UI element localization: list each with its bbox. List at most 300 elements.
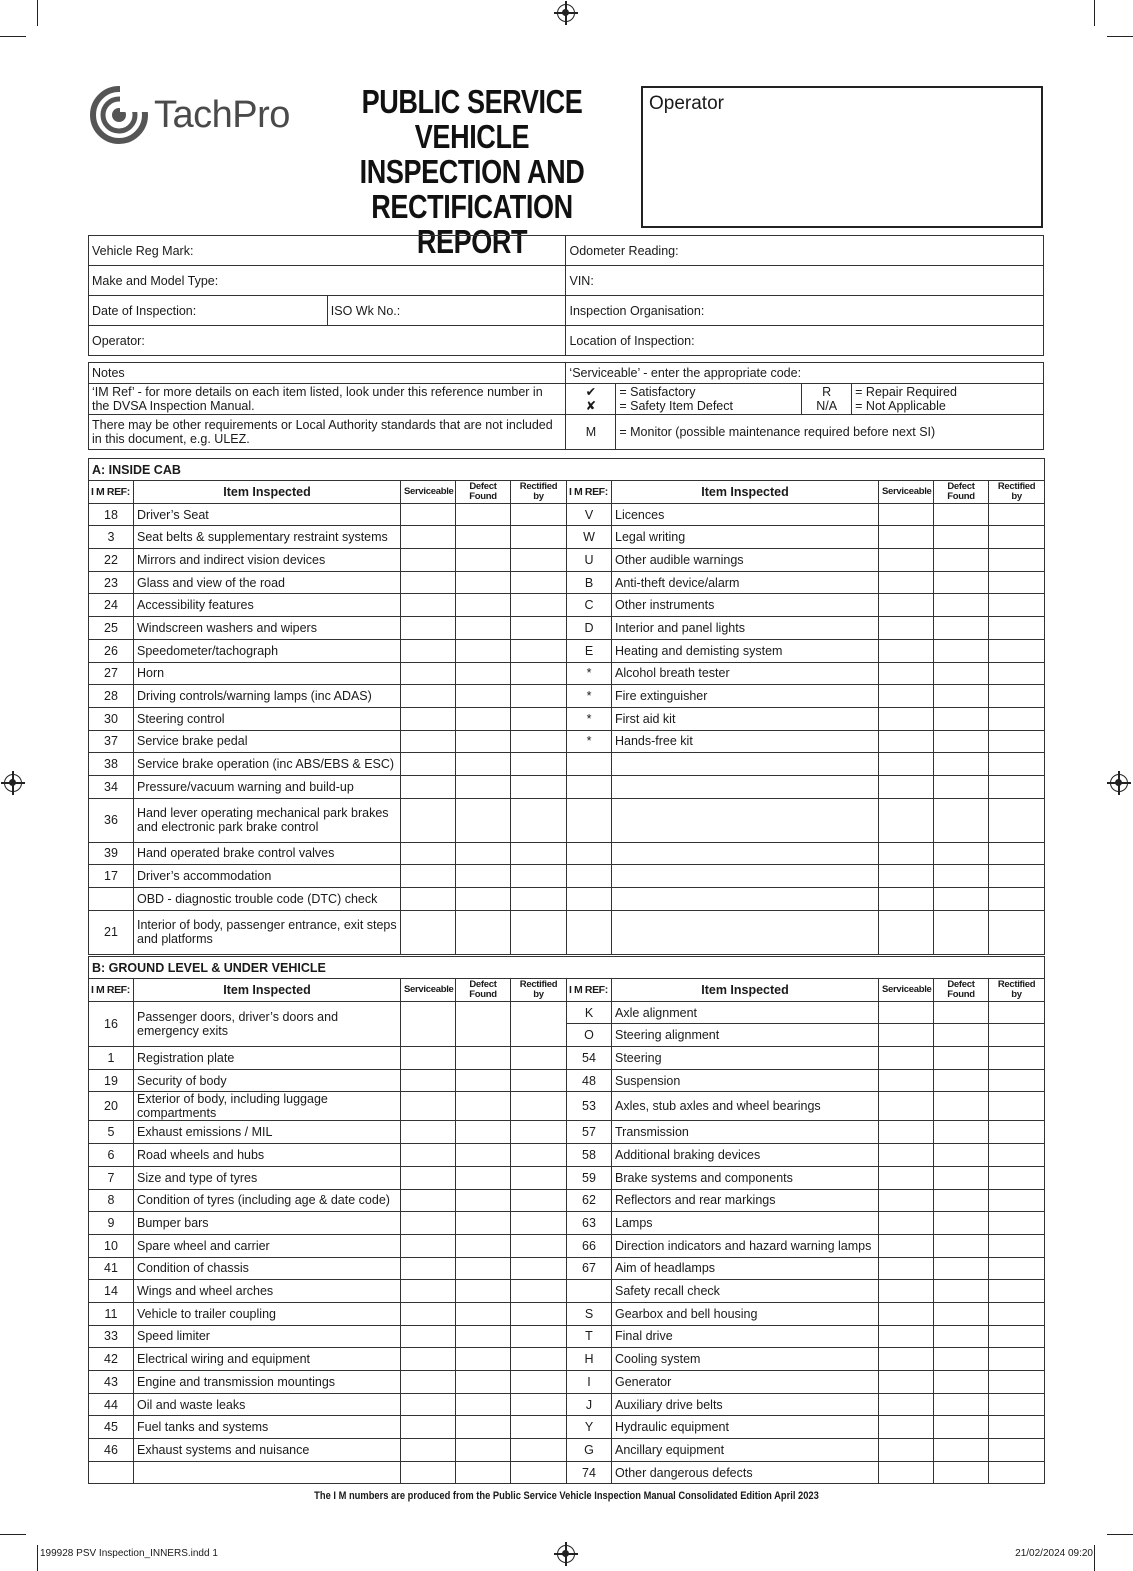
item-cell: Axles, stub axles and wheel bearings <box>612 1092 879 1121</box>
defect-cell[interactable] <box>456 549 511 572</box>
item-cell: Passenger doors, driver’s doors and emergency exits <box>134 1001 401 1046</box>
defect-cell[interactable] <box>456 662 511 685</box>
serviceable-cell[interactable] <box>879 1393 934 1416</box>
rectified-cell[interactable] <box>511 1121 567 1144</box>
item-cell: Glass and view of the road <box>134 571 401 594</box>
rectified-cell[interactable] <box>511 1144 567 1167</box>
rectified-cell[interactable] <box>989 1212 1045 1235</box>
rectified-cell[interactable] <box>989 639 1045 662</box>
item-cell: Seat belts & supplementary restraint systems <box>134 526 401 549</box>
rectified-cell[interactable] <box>511 707 567 730</box>
defect-cell[interactable] <box>934 1257 989 1280</box>
serviceable-cell[interactable] <box>401 1234 456 1257</box>
defect-cell[interactable] <box>456 730 511 753</box>
rectified-cell[interactable] <box>511 1069 567 1092</box>
defect-cell[interactable] <box>456 842 511 865</box>
rectified-cell[interactable] <box>511 639 567 662</box>
rectified-cell[interactable] <box>989 685 1045 708</box>
serviceable-cell[interactable] <box>401 685 456 708</box>
defect-cell[interactable] <box>456 707 511 730</box>
defect-cell[interactable] <box>456 1257 511 1280</box>
serviceable-cell[interactable] <box>401 1257 456 1280</box>
rectified-cell[interactable] <box>989 775 1045 798</box>
serviceable-cell[interactable] <box>401 1189 456 1212</box>
item-cell <box>612 753 879 776</box>
rectified-cell[interactable] <box>511 549 567 572</box>
serviceable-cell[interactable] <box>401 775 456 798</box>
item-cell: Gearbox and bell housing <box>612 1302 879 1325</box>
serviceable-cell[interactable] <box>401 1393 456 1416</box>
rectified-cell[interactable] <box>989 1348 1045 1371</box>
im-ref-cell: * <box>567 662 612 685</box>
defect-cell[interactable] <box>456 1348 511 1371</box>
defect-cell[interactable] <box>934 798 989 842</box>
item-cell: Spare wheel and carrier <box>134 1234 401 1257</box>
im-ref-cell: 27 <box>89 662 134 685</box>
serviceable-cell[interactable] <box>401 1461 456 1484</box>
repair-code: R <box>822 385 832 399</box>
rectified-cell[interactable] <box>989 1144 1045 1167</box>
rectified-cell[interactable] <box>511 1302 567 1325</box>
defect-cell[interactable] <box>934 1416 989 1439</box>
defect-cell[interactable] <box>456 1092 511 1121</box>
rectified-cell[interactable] <box>511 1047 567 1070</box>
defect-cell[interactable] <box>456 1393 511 1416</box>
rectified-cell[interactable] <box>989 1416 1045 1439</box>
rectified-cell[interactable] <box>511 842 567 865</box>
defect-cell[interactable] <box>934 617 989 640</box>
im-ref-cell: 22 <box>89 549 134 572</box>
serviceable-cell[interactable] <box>879 1047 934 1070</box>
item-cell: Security of body <box>134 1069 401 1092</box>
im-ref-cell: 5 <box>89 1121 134 1144</box>
defect-cell[interactable] <box>456 1166 511 1189</box>
serviceable-cell[interactable] <box>401 1348 456 1371</box>
item-cell: Auxiliary drive belts <box>612 1393 879 1416</box>
rectified-cell[interactable] <box>989 1325 1045 1348</box>
defect-cell[interactable] <box>456 1325 511 1348</box>
serviceable-cell[interactable] <box>401 753 456 776</box>
im-ref-cell: 41 <box>89 1257 134 1280</box>
serviceable-cell[interactable] <box>879 1189 934 1212</box>
serviceable-cell[interactable] <box>879 1144 934 1167</box>
date-field[interactable]: Date of Inspection: <box>89 296 328 326</box>
defect-cell[interactable] <box>456 753 511 776</box>
item-cell: Hand lever operating mechanical park brakes and electronic park brake control <box>134 798 401 842</box>
rectified-cell[interactable] <box>511 526 567 549</box>
defect-cell[interactable] <box>456 1234 511 1257</box>
item-cell: Exhaust systems and nuisance <box>134 1439 401 1462</box>
serviceable-cell[interactable] <box>401 888 456 911</box>
defect-cell[interactable] <box>934 1325 989 1348</box>
defect-cell[interactable] <box>934 594 989 617</box>
rectified-cell[interactable] <box>511 571 567 594</box>
rectified-cell[interactable] <box>989 798 1045 842</box>
defect-cell[interactable] <box>934 571 989 594</box>
serviceable-cell[interactable] <box>879 685 934 708</box>
rectified-cell[interactable] <box>989 842 1045 865</box>
serviceable-cell[interactable] <box>879 571 934 594</box>
defect-cell[interactable] <box>456 1461 511 1484</box>
table-row <box>89 753 1045 776</box>
serviceable-cell[interactable] <box>879 1166 934 1189</box>
rectified-cell[interactable] <box>511 662 567 685</box>
serviceable-cell[interactable] <box>401 662 456 685</box>
defect-cell[interactable] <box>934 1461 989 1484</box>
serviceable-cell[interactable] <box>879 775 934 798</box>
make-model-field[interactable]: Make and Model Type: <box>89 266 566 296</box>
item-cell: Steering alignment <box>612 1024 879 1047</box>
rectified-cell[interactable] <box>989 1121 1045 1144</box>
im-ref-header: I M REF: <box>567 481 612 504</box>
defect-cell[interactable] <box>934 1069 989 1092</box>
defect-cell[interactable] <box>456 685 511 708</box>
rectified-cell[interactable] <box>989 594 1045 617</box>
defect-cell[interactable] <box>456 1439 511 1462</box>
serviceable-cell[interactable] <box>879 1461 934 1484</box>
defect-cell[interactable] <box>456 1416 511 1439</box>
rectified-cell[interactable] <box>511 775 567 798</box>
rectified-cell[interactable] <box>511 1325 567 1348</box>
rectified-cell[interactable] <box>989 503 1045 526</box>
serviceable-cell[interactable] <box>879 798 934 842</box>
item-cell: Driver’s Seat <box>134 503 401 526</box>
rectified-cell[interactable] <box>511 685 567 708</box>
rectified-cell[interactable] <box>511 798 567 842</box>
serviceable-cell[interactable] <box>879 1325 934 1348</box>
serviceable-cell[interactable] <box>401 798 456 842</box>
rectified-cell[interactable] <box>989 1461 1045 1484</box>
defect-cell[interactable] <box>934 662 989 685</box>
im-ref-cell <box>567 910 612 954</box>
defect-cell[interactable] <box>456 526 511 549</box>
table-row <box>89 1439 1045 1462</box>
defect-cell[interactable] <box>456 1280 511 1303</box>
repair-meaning: = Repair Required <box>855 385 957 399</box>
im-ref-cell: 74 <box>567 1461 612 1484</box>
serviceable-cell[interactable] <box>879 1280 934 1303</box>
serviceable-cell[interactable] <box>401 526 456 549</box>
rectified-cell[interactable] <box>511 753 567 776</box>
serviceable-cell[interactable] <box>879 662 934 685</box>
serviceable-cell[interactable] <box>879 1416 934 1439</box>
serviceable-cell[interactable] <box>401 1439 456 1462</box>
serviceable-cell[interactable] <box>879 1302 934 1325</box>
im-ref-cell: 37 <box>89 730 134 753</box>
serviceable-cell[interactable] <box>879 639 934 662</box>
rectified-cell[interactable] <box>511 1416 567 1439</box>
rectified-cell[interactable] <box>511 1371 567 1394</box>
im-ref-cell: K <box>567 1001 612 1024</box>
im-ref-cell: 10 <box>89 1234 134 1257</box>
rectified-cell[interactable] <box>511 617 567 640</box>
rectified-cell[interactable] <box>511 594 567 617</box>
defect-cell[interactable] <box>456 1001 511 1046</box>
defect-cell[interactable] <box>456 594 511 617</box>
im-ref-cell <box>567 1280 612 1303</box>
defect-cell[interactable] <box>934 1280 989 1303</box>
rectified-cell[interactable] <box>511 503 567 526</box>
defect-cell[interactable] <box>456 503 511 526</box>
serviceable-cell[interactable] <box>401 1001 456 1046</box>
item-cell: Vehicle to trailer coupling <box>134 1302 401 1325</box>
defect-cell[interactable] <box>456 1212 511 1235</box>
serviceable-cell[interactable] <box>401 707 456 730</box>
rectified-cell[interactable] <box>989 730 1045 753</box>
item-cell: Service brake pedal <box>134 730 401 753</box>
rectified-cell[interactable] <box>989 526 1045 549</box>
defect-cell[interactable] <box>934 1166 989 1189</box>
serviceable-cell[interactable] <box>401 1069 456 1092</box>
serviceable-cell[interactable] <box>401 910 456 954</box>
serviceable-cell[interactable] <box>401 1371 456 1394</box>
serviceable-cell[interactable] <box>401 594 456 617</box>
defect-cell[interactable] <box>934 526 989 549</box>
serviceable-cell[interactable] <box>401 842 456 865</box>
rectified-cell[interactable] <box>511 865 567 888</box>
defect-cell[interactable] <box>934 1302 989 1325</box>
serviceable-cell[interactable] <box>879 1069 934 1092</box>
defect-cell[interactable] <box>456 798 511 842</box>
rectified-cell[interactable] <box>989 549 1045 572</box>
defect-cell[interactable] <box>934 1092 989 1121</box>
serviceable-cell[interactable] <box>879 1257 934 1280</box>
serviceable-cell[interactable] <box>401 617 456 640</box>
rectified-cell[interactable] <box>989 1371 1045 1394</box>
rectified-cell[interactable] <box>511 1257 567 1280</box>
serviceable-cell[interactable] <box>879 594 934 617</box>
serviceable-cell[interactable] <box>879 1092 934 1121</box>
defect-cell[interactable] <box>456 888 511 911</box>
registration-mark-icon <box>557 4 575 22</box>
rectified-cell[interactable] <box>511 1234 567 1257</box>
serviceable-cell[interactable] <box>401 571 456 594</box>
serviceable-cell[interactable] <box>401 1325 456 1348</box>
defect-cell[interactable] <box>456 1302 511 1325</box>
defect-cell[interactable] <box>934 1371 989 1394</box>
rectified-cell[interactable] <box>511 1280 567 1303</box>
rectified-cell[interactable] <box>989 1189 1045 1212</box>
serviceable-cell[interactable] <box>879 1348 934 1371</box>
serviceable-cell[interactable] <box>401 1212 456 1235</box>
im-ref-cell: O <box>567 1024 612 1047</box>
im-ref-cell <box>89 888 134 911</box>
serviceable-cell[interactable] <box>879 1001 934 1024</box>
serviceable-cell[interactable] <box>879 842 934 865</box>
serviceable-cell[interactable] <box>401 1121 456 1144</box>
item-cell: Engine and transmission mountings <box>134 1371 401 1394</box>
defect-cell[interactable] <box>934 1189 989 1212</box>
defect-cell[interactable] <box>934 865 989 888</box>
table-row <box>89 842 1045 865</box>
vin-field[interactable]: VIN: <box>566 266 1044 296</box>
location-field[interactable]: Location of Inspection: <box>566 326 1044 356</box>
defect-cell[interactable] <box>934 1348 989 1371</box>
rectified-cell[interactable] <box>989 1393 1045 1416</box>
defect-cell[interactable] <box>934 753 989 776</box>
rectified-cell[interactable] <box>989 1280 1045 1303</box>
item-cell: Condition of tyres (including age & date code) <box>134 1189 401 1212</box>
serviceable-cell[interactable] <box>401 1092 456 1121</box>
im-ref-cell: J <box>567 1393 612 1416</box>
serviceable-cell[interactable] <box>879 753 934 776</box>
defect-cell[interactable] <box>934 910 989 954</box>
rectified-cell[interactable] <box>989 1302 1045 1325</box>
defect-cell[interactable] <box>934 842 989 865</box>
rectified-cell[interactable] <box>989 1439 1045 1462</box>
defect-cell[interactable] <box>456 1121 511 1144</box>
item-cell: Other instruments <box>612 594 879 617</box>
serviceable-cell[interactable] <box>879 549 934 572</box>
defect-cell[interactable] <box>934 1001 989 1024</box>
serviceable-cell[interactable] <box>401 730 456 753</box>
table-row <box>89 617 1045 640</box>
iso-week-field[interactable]: ISO Wk No.: <box>327 296 566 326</box>
defect-cell[interactable] <box>934 707 989 730</box>
inspection-org-field[interactable]: Inspection Organisation: <box>566 296 1044 326</box>
defect-cell[interactable] <box>934 1024 989 1047</box>
odometer-field[interactable]: Odometer Reading: <box>566 236 1044 266</box>
defect-cell[interactable] <box>934 1393 989 1416</box>
defect-cell[interactable] <box>934 1212 989 1235</box>
rectified-cell[interactable] <box>989 662 1045 685</box>
rectified-cell[interactable] <box>989 1166 1045 1189</box>
defect-cell[interactable] <box>456 639 511 662</box>
rectified-cell[interactable] <box>989 910 1045 954</box>
rectified-cell[interactable] <box>511 1166 567 1189</box>
defect-cell[interactable] <box>934 1047 989 1070</box>
serviceable-cell[interactable] <box>879 526 934 549</box>
rectified-cell[interactable] <box>511 1092 567 1121</box>
rectified-cell[interactable] <box>989 1257 1045 1280</box>
defect-cell[interactable] <box>934 775 989 798</box>
serviceable-cell[interactable] <box>879 910 934 954</box>
vehicle-reg-field[interactable]: Vehicle Reg Mark: <box>89 236 566 266</box>
rectified-cell[interactable] <box>989 571 1045 594</box>
table-row <box>89 707 1045 730</box>
serviceable-header: Serviceable <box>401 979 456 1002</box>
defect-cell[interactable] <box>456 1144 511 1167</box>
crop-mark <box>0 36 26 37</box>
defect-cell[interactable] <box>934 1439 989 1462</box>
defect-cell[interactable] <box>934 888 989 911</box>
rectified-cell[interactable] <box>511 730 567 753</box>
item-cell: Hands-free kit <box>612 730 879 753</box>
defect-cell[interactable] <box>456 571 511 594</box>
table-row <box>89 685 1045 708</box>
defect-cell[interactable] <box>934 685 989 708</box>
serviceable-cell[interactable] <box>401 1302 456 1325</box>
rectified-cell[interactable] <box>989 1092 1045 1121</box>
item-cell: Exterior of body, including luggage compartments <box>134 1092 401 1121</box>
rectified-cell[interactable] <box>511 1348 567 1371</box>
rectified-cell[interactable] <box>989 1047 1045 1070</box>
serviceable-cell[interactable] <box>879 1024 934 1047</box>
rectified-cell[interactable] <box>989 1024 1045 1047</box>
serviceable-cell[interactable] <box>401 1280 456 1303</box>
serviceable-cell[interactable] <box>879 865 934 888</box>
defect-cell[interactable] <box>456 1047 511 1070</box>
serviceable-cell[interactable] <box>879 1371 934 1394</box>
serviceable-cell[interactable] <box>401 1416 456 1439</box>
rectified-cell[interactable] <box>511 1393 567 1416</box>
defect-cell[interactable] <box>934 549 989 572</box>
rectified-cell[interactable] <box>511 1212 567 1235</box>
serviceable-cell[interactable] <box>879 888 934 911</box>
serviceable-cell[interactable] <box>401 549 456 572</box>
defect-cell[interactable] <box>934 1234 989 1257</box>
rectified-cell[interactable] <box>989 1069 1045 1092</box>
defect-cell[interactable] <box>456 910 511 954</box>
defect-cell[interactable] <box>934 1144 989 1167</box>
serviceable-cell[interactable] <box>879 1234 934 1257</box>
serviceable-cell[interactable] <box>879 1439 934 1462</box>
rectified-cell[interactable] <box>989 617 1045 640</box>
serviceable-cell[interactable] <box>879 503 934 526</box>
im-ref-cell: B <box>567 571 612 594</box>
defect-cell[interactable] <box>456 1069 511 1092</box>
table-row <box>89 549 1045 572</box>
serviceable-cell[interactable] <box>401 1144 456 1167</box>
serviceable-cell[interactable] <box>401 1166 456 1189</box>
item-cell: Licences <box>612 503 879 526</box>
rectified-cell[interactable] <box>989 753 1045 776</box>
defect-cell[interactable] <box>934 503 989 526</box>
rectified-cell[interactable] <box>989 1001 1045 1024</box>
crop-mark <box>1107 1534 1133 1535</box>
rectified-cell[interactable] <box>989 888 1045 911</box>
rectified-header: Rectified by <box>989 979 1045 1002</box>
serviceable-cell[interactable] <box>879 1121 934 1144</box>
item-cell: Electrical wiring and equipment <box>134 1348 401 1371</box>
rectified-cell[interactable] <box>989 865 1045 888</box>
serviceable-cell[interactable] <box>879 707 934 730</box>
monitor-meaning: = Monitor (possible maintenance required before next SI) <box>616 415 1044 450</box>
defect-cell[interactable] <box>456 775 511 798</box>
rectified-cell[interactable] <box>511 1461 567 1484</box>
rectified-cell[interactable] <box>511 1001 567 1046</box>
rectified-cell[interactable] <box>989 1234 1045 1257</box>
serviceable-cell[interactable] <box>401 639 456 662</box>
operator-field[interactable]: Operator: <box>89 326 566 356</box>
defect-cell[interactable] <box>456 865 511 888</box>
serviceable-cell[interactable] <box>879 617 934 640</box>
im-ref-cell: 14 <box>89 1280 134 1303</box>
im-ref-cell: 26 <box>89 639 134 662</box>
rectified-cell[interactable] <box>989 707 1045 730</box>
crop-mark <box>1094 0 1095 26</box>
defect-cell[interactable] <box>456 1371 511 1394</box>
defect-cell[interactable] <box>934 639 989 662</box>
item-cell: Suspension <box>612 1069 879 1092</box>
operator-box[interactable] <box>641 86 1043 228</box>
serviceable-cell[interactable] <box>401 503 456 526</box>
rectified-cell[interactable] <box>511 888 567 911</box>
serviceable-cell[interactable] <box>401 865 456 888</box>
defect-cell[interactable] <box>934 730 989 753</box>
im-ref-cell: 6 <box>89 1144 134 1167</box>
defect-cell[interactable] <box>456 1189 511 1212</box>
serviceable-cell[interactable] <box>879 1212 934 1235</box>
im-ref-cell <box>567 798 612 842</box>
rectified-cell[interactable] <box>511 910 567 954</box>
defect-cell[interactable] <box>456 617 511 640</box>
rectified-cell[interactable] <box>511 1439 567 1462</box>
rectified-cell[interactable] <box>511 1189 567 1212</box>
defect-cell[interactable] <box>934 1121 989 1144</box>
serviceable-cell[interactable] <box>401 1047 456 1070</box>
serviceable-cell[interactable] <box>879 730 934 753</box>
